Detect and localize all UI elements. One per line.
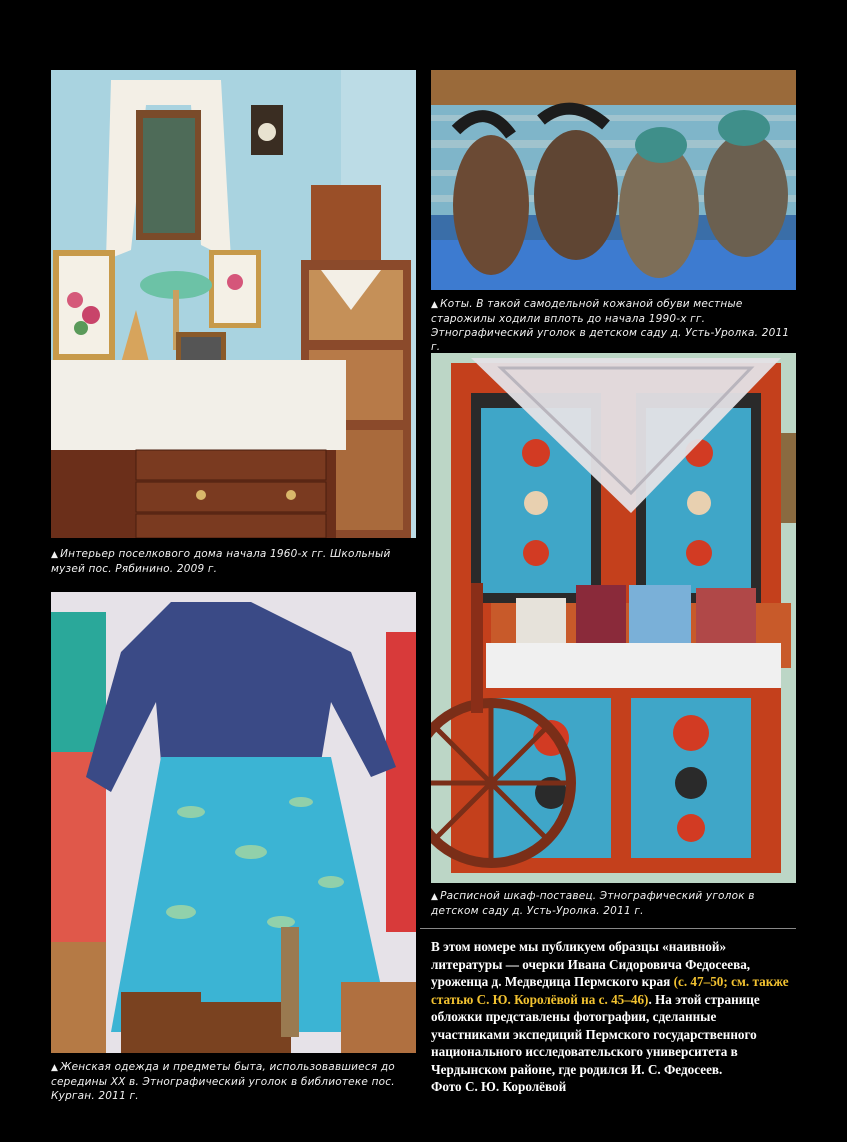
triangle-marker-icon: ▲ (51, 1063, 59, 1073)
caption-cabinet: ▲ Расписной шкаф-поставец. Этнографический уголок в детском саду д. Усть-Уролка. 2011 г. (431, 890, 755, 917)
photo-painted-cabinet (431, 353, 796, 883)
triangle-marker-icon: ▲ (51, 550, 59, 560)
triangle-marker-icon: ▲ (431, 300, 439, 310)
intro-paragraph (431, 938, 796, 1096)
caption-boots: ▲ Коты. В такой самодельной кожаной обуви местные старожилы ходили вплоть до начала 1990-х гг. Этнографический уголок в детском саду д. Усть-Уролка. 2011 г. (431, 298, 790, 353)
divider-line (420, 928, 796, 929)
intro-text-part1: В этом номере мы публикуем образцы «наивной» литературы — очерки Ивана Сидоровича Федосеева, уроженца д. Медведица Пермского края (431, 939, 751, 989)
caption-clothes: ▲ Женская одежда и предметы быта, использовавшиеся до середины XX в. Этнографический уголок в библиотеке пос. Курган. 2011 г. (51, 1061, 395, 1102)
photo-clothes (51, 592, 416, 1053)
page-reference: (с. 47–50; см. также статью С. Ю. Королёвой на с. 45–46) (431, 974, 789, 1007)
photo-credit: Фото С. Ю. Королёвой (431, 1079, 567, 1094)
photo-interior (51, 70, 416, 538)
photo-boots (431, 70, 796, 290)
caption-interior: ▲ Интерьер поселкового дома начала 1960-х гг. Школьный музей пос. Рябинино. 2009 г. (51, 548, 391, 575)
intro-text-part2: . На этой странице обложки представлены фотографии, сделанные участниками экспедиций Пермского государственного национального исследовательского университета в Чердынском районе, где родился И. С. Федосеев. (431, 991, 760, 1077)
triangle-marker-icon: ▲ (431, 892, 439, 902)
